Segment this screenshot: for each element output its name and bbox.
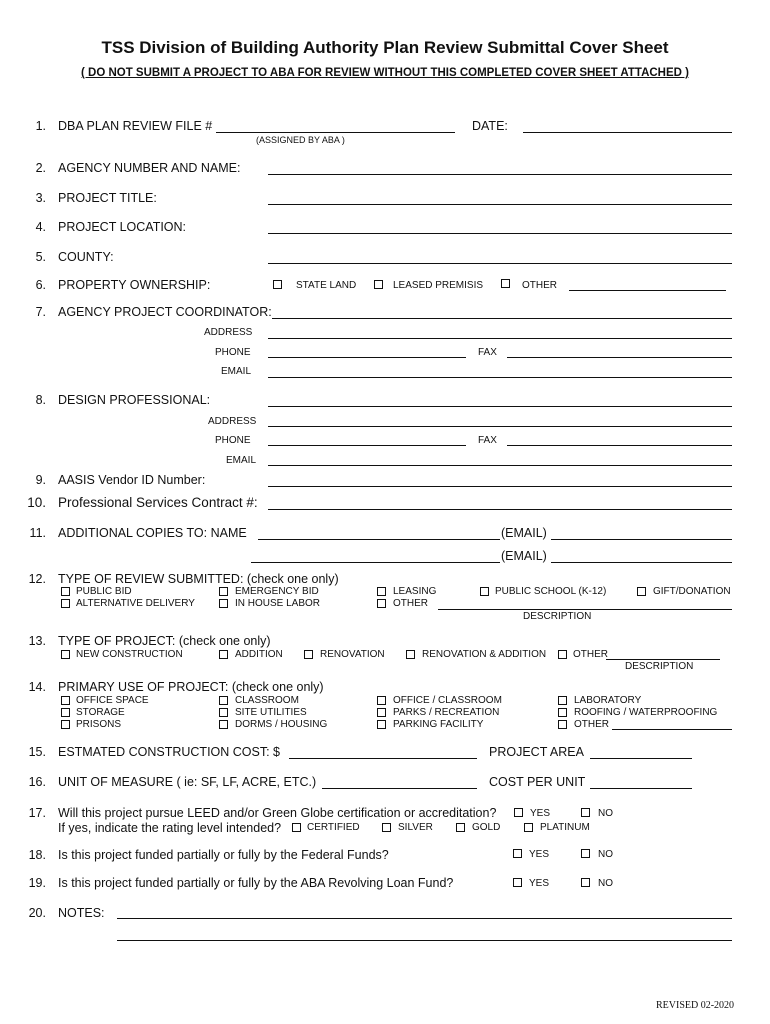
- loan-fund-no-checkbox[interactable]: [581, 878, 590, 887]
- coordinator-address-field[interactable]: [268, 338, 732, 339]
- q1-sublabel: (ASSIGNED BY ABA ): [256, 135, 345, 145]
- ownership-other-label: OTHER: [522, 280, 557, 291]
- designer-fax-label: FAX: [478, 435, 497, 446]
- use-other-checkbox[interactable]: [558, 720, 567, 729]
- public-school-label: PUBLIC SCHOOL (K-12): [495, 586, 607, 597]
- classroom-checkbox[interactable]: [219, 696, 228, 705]
- q16-number: 16.: [28, 775, 46, 789]
- project-other-field[interactable]: [606, 659, 720, 660]
- q6-label: PROPERTY OWNERSHIP:: [58, 278, 211, 292]
- review-other-label: OTHER: [393, 598, 428, 609]
- copy-name-1-field[interactable]: [258, 539, 500, 540]
- copy-email-2-field[interactable]: [551, 562, 732, 563]
- leasing-label: LEASING: [393, 586, 437, 597]
- q16-label: UNIT OF MEASURE ( ie: SF, LF, ACRE, ETC.): [58, 775, 317, 789]
- plan-review-file-field[interactable]: [216, 132, 455, 133]
- leased-premises-label: LEASED PREMISIS: [393, 280, 484, 291]
- copy-email-1-label: (EMAIL): [501, 526, 547, 540]
- q4-number: 4.: [35, 220, 46, 234]
- designer-phone-label: PHONE: [215, 435, 251, 446]
- loan-fund-yes-checkbox[interactable]: [513, 878, 522, 887]
- contract-number-field[interactable]: [268, 509, 732, 510]
- cost-per-unit-label: COST PER UNIT: [489, 775, 586, 789]
- q12-number: 12.: [28, 572, 46, 586]
- q17-label-2: If yes, indicate the rating level intended?: [58, 821, 282, 835]
- county-field[interactable]: [268, 263, 732, 264]
- emergency-bid-checkbox[interactable]: [219, 587, 228, 596]
- roofing-waterproofing-label: ROOFING / WATERPROOFING: [574, 707, 718, 718]
- project-title-field[interactable]: [268, 204, 732, 205]
- classroom-label: CLASSROOM: [235, 695, 299, 706]
- leased-premises-checkbox[interactable]: [374, 280, 383, 289]
- site-utilities-label: SITE UTILITIES: [235, 707, 307, 718]
- designer-email-field[interactable]: [268, 465, 732, 466]
- q5-label: COUNTY:: [58, 250, 114, 264]
- q7-label: AGENCY PROJECT COORDINATOR:: [58, 305, 272, 319]
- public-bid-checkbox[interactable]: [61, 587, 70, 596]
- q15-number: 15.: [28, 745, 46, 759]
- q8-number: 8.: [35, 393, 46, 407]
- q11-number: 11.: [29, 526, 46, 540]
- in-house-labor-label: IN HOUSE LABOR: [235, 598, 321, 609]
- date-label: DATE:: [472, 119, 508, 133]
- designer-fax-field[interactable]: [507, 445, 732, 446]
- q8-label: DESIGN PROFESSIONAL:: [58, 393, 211, 407]
- designer-address-field[interactable]: [268, 426, 732, 427]
- q13-label: TYPE OF PROJECT: (check one only): [58, 634, 271, 648]
- q17-number: 17.: [28, 806, 46, 820]
- leed-no-checkbox[interactable]: [581, 808, 590, 817]
- parks-recreation-checkbox[interactable]: [377, 708, 386, 717]
- vendor-id-field[interactable]: [268, 486, 732, 487]
- q1-number: 1.: [35, 119, 46, 133]
- q20-label: NOTES:: [58, 906, 105, 920]
- renovation-addition-label: RENOVATION & ADDITION: [422, 649, 547, 660]
- notes-field-line-2[interactable]: [117, 940, 732, 941]
- copy-email-2-label: (EMAIL): [501, 549, 547, 563]
- coordinator-address-label: ADDRESS: [204, 327, 253, 338]
- q15-label: ESTMATED CONSTRUCTION COST: $: [58, 745, 281, 759]
- date-field[interactable]: [523, 132, 732, 133]
- project-other-checkbox[interactable]: [558, 650, 567, 659]
- state-land-checkbox[interactable]: [273, 280, 282, 289]
- parking-facility-label: PARKING FACILITY: [393, 719, 484, 730]
- federal-yes-label: YES: [529, 849, 550, 860]
- project-area-label: PROJECT AREA: [489, 745, 584, 759]
- project-area-field[interactable]: [590, 758, 692, 759]
- federal-no-checkbox[interactable]: [581, 849, 590, 858]
- copy-email-1-field[interactable]: [551, 539, 732, 540]
- q10-number: 10.: [27, 495, 46, 510]
- review-other-checkbox[interactable]: [377, 599, 386, 608]
- q14-number: 14.: [28, 680, 46, 694]
- q2-number: 2.: [35, 161, 46, 175]
- coordinator-name-field[interactable]: [272, 318, 732, 319]
- q19-label: Is this project funded partially or fully by the ABA Revolving Loan Fund?: [58, 876, 454, 890]
- certified-label: CERTIFIED: [307, 822, 360, 833]
- roofing-waterproofing-checkbox[interactable]: [558, 708, 567, 717]
- gold-checkbox[interactable]: [456, 823, 465, 832]
- office-space-label: OFFICE SPACE: [76, 695, 149, 706]
- storage-checkbox[interactable]: [61, 708, 70, 717]
- coordinator-email-label: EMAIL: [221, 366, 252, 377]
- coordinator-phone-label: PHONE: [215, 347, 251, 358]
- leed-yes-checkbox[interactable]: [514, 808, 523, 817]
- dorms-housing-checkbox[interactable]: [219, 720, 228, 729]
- leed-yes-label: YES: [530, 808, 551, 819]
- new-construction-checkbox[interactable]: [61, 650, 70, 659]
- laboratory-checkbox[interactable]: [558, 696, 567, 705]
- laboratory-label: LABORATORY: [574, 695, 642, 706]
- renovation-addition-checkbox[interactable]: [406, 650, 415, 659]
- project-description-label: DESCRIPTION: [625, 661, 694, 672]
- q3-label: PROJECT TITLE:: [58, 191, 157, 205]
- q13-number: 13.: [28, 634, 46, 648]
- parks-recreation-label: PARKS / RECREATION: [393, 707, 500, 718]
- gift-donation-label: GIFT/DONATION: [653, 586, 731, 597]
- leed-no-label: NO: [598, 808, 613, 819]
- agency-name-field[interactable]: [268, 174, 732, 175]
- unit-of-measure-field[interactable]: [322, 788, 477, 789]
- storage-label: STORAGE: [76, 707, 125, 718]
- prisons-checkbox[interactable]: [61, 720, 70, 729]
- project-other-label: OTHER: [573, 649, 608, 660]
- office-classroom-label: OFFICE / CLASSROOM: [393, 695, 502, 706]
- q20-number: 20.: [28, 906, 46, 920]
- gold-label: GOLD: [472, 822, 501, 833]
- q14-label: PRIMARY USE OF PROJECT: (check one only): [58, 680, 324, 694]
- loan-fund-no-label: NO: [598, 878, 613, 889]
- q9-label: AASIS Vendor ID Number:: [58, 473, 206, 487]
- public-bid-label: PUBLIC BID: [76, 586, 132, 597]
- site-utilities-checkbox[interactable]: [219, 708, 228, 717]
- platinum-label: PLATINUM: [540, 822, 590, 833]
- q4-label: PROJECT LOCATION:: [58, 220, 187, 234]
- q5-number: 5.: [35, 250, 46, 264]
- q6-number: 6.: [35, 278, 46, 292]
- ownership-other-field[interactable]: [569, 290, 726, 291]
- leasing-checkbox[interactable]: [377, 587, 386, 596]
- emergency-bid-label: EMERGENCY BID: [235, 586, 319, 597]
- in-house-labor-checkbox[interactable]: [219, 599, 228, 608]
- silver-label: SILVER: [398, 822, 433, 833]
- federal-yes-checkbox[interactable]: [513, 849, 522, 858]
- coordinator-email-field[interactable]: [268, 377, 732, 378]
- public-school-checkbox[interactable]: [480, 587, 489, 596]
- certified-checkbox[interactable]: [292, 823, 301, 832]
- form-subtitle: ( DO NOT SUBMIT A PROJECT TO ABA FOR REVIEW WITHOUT THIS COMPLETED COVER SHEET ATTACHED ): [80, 67, 689, 79]
- alternative-delivery-checkbox[interactable]: [61, 599, 70, 608]
- q7-number: 7.: [35, 305, 46, 319]
- coordinator-fax-label: FAX: [478, 347, 497, 358]
- coordinator-fax-field[interactable]: [507, 357, 732, 358]
- ownership-other-checkbox[interactable]: [501, 279, 510, 288]
- federal-no-label: NO: [598, 849, 613, 860]
- q18-number: 18.: [28, 848, 46, 862]
- revision-footer: REVISED 02-2020: [656, 1000, 735, 1011]
- review-other-field[interactable]: [438, 609, 732, 610]
- dorms-housing-label: DORMS / HOUSING: [235, 719, 328, 730]
- new-construction-label: NEW CONSTRUCTION: [76, 649, 183, 660]
- parking-facility-checkbox[interactable]: [377, 720, 386, 729]
- use-other-field[interactable]: [612, 729, 732, 730]
- notes-field-line-1[interactable]: [117, 918, 732, 919]
- q2-label: AGENCY NUMBER AND NAME:: [58, 161, 241, 175]
- design-professional-field[interactable]: [268, 406, 732, 407]
- gift-donation-checkbox[interactable]: [637, 587, 646, 596]
- office-space-checkbox[interactable]: [61, 696, 70, 705]
- project-location-field[interactable]: [268, 233, 732, 234]
- platinum-checkbox[interactable]: [524, 823, 533, 832]
- cost-per-unit-field[interactable]: [590, 788, 692, 789]
- prisons-label: PRISONS: [76, 719, 122, 730]
- form-title: TSS Division of Building Authority Plan Review Submittal Cover Sheet: [101, 38, 669, 57]
- renovation-checkbox[interactable]: [304, 650, 313, 659]
- renovation-label: RENOVATION: [320, 649, 385, 660]
- use-other-label: OTHER: [574, 719, 609, 730]
- q9-number: 9.: [35, 473, 46, 487]
- designer-address-label: ADDRESS: [208, 416, 257, 427]
- q10-label: Professional Services Contract #:: [58, 495, 258, 510]
- addition-checkbox[interactable]: [219, 650, 228, 659]
- q17-label: Will this project pursue LEED and/or Green Globe certification or accreditation?: [58, 806, 497, 820]
- copy-name-2-field[interactable]: [251, 562, 500, 563]
- review-description-label: DESCRIPTION: [523, 611, 592, 622]
- alternative-delivery-label: ALTERNATIVE DELIVERY: [76, 598, 195, 609]
- addition-label: ADDITION: [235, 649, 283, 660]
- coordinator-phone-field[interactable]: [268, 357, 466, 358]
- q19-number: 19.: [28, 876, 46, 890]
- q11-label: ADDITIONAL COPIES TO: NAME: [58, 526, 247, 540]
- silver-checkbox[interactable]: [382, 823, 391, 832]
- designer-phone-field[interactable]: [268, 445, 466, 446]
- construction-cost-field[interactable]: [289, 758, 477, 759]
- office-classroom-checkbox[interactable]: [377, 696, 386, 705]
- q12-label: TYPE OF REVIEW SUBMITTED: (check one only): [58, 572, 339, 586]
- q18-label: Is this project funded partially or fully by the Federal Funds?: [58, 848, 389, 862]
- state-land-label: STATE LAND: [296, 280, 357, 291]
- q3-number: 3.: [35, 191, 46, 205]
- q1-label: DBA PLAN REVIEW FILE #: [58, 119, 213, 133]
- designer-email-label: EMAIL: [226, 455, 257, 466]
- loan-fund-yes-label: YES: [529, 878, 550, 889]
